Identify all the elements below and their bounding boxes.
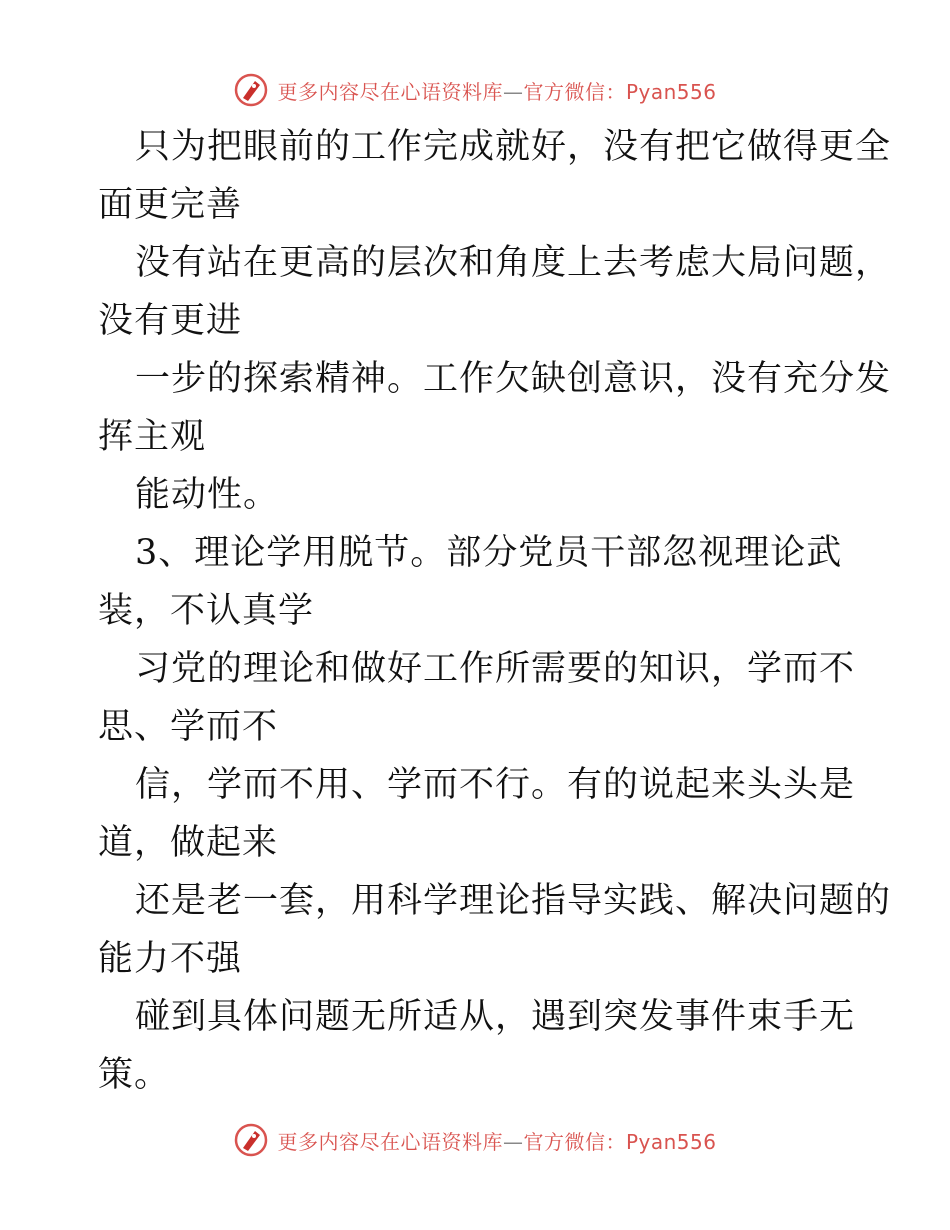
header-contact-text: 官方微信：Pyan556 (523, 79, 717, 104)
document-body (98, 118, 892, 1104)
text-line: 一步的探索精神。工作欠缺创意识，没有充分发 (135, 359, 892, 399)
text-line: 还是老一套，用科学理论指导实践、解决问题的 (135, 881, 892, 921)
text-line: 没有站在更高的层次和角度上去考虑大局问题， (135, 243, 892, 283)
footer-banner-text (277, 1126, 716, 1155)
text-line: 能力不强 (98, 939, 243, 979)
text-line: 道，做起来 (98, 823, 279, 863)
header-watermark (0, 70, 950, 110)
footer-watermark (0, 1120, 950, 1160)
text-line: 信，学而不用、学而不行。有的说起来头头是 (135, 765, 856, 805)
footer-main-text: 更多内容尽在心语资料库 (277, 1129, 503, 1154)
text-line: 策。 (98, 1055, 171, 1095)
text-line: 3、理论学用脱节。部分党员干部忽视理论武 (135, 533, 843, 573)
pen-nib-logo-icon (233, 72, 269, 108)
pen-nib-logo-icon (233, 1122, 269, 1158)
header-separator: — (502, 79, 524, 104)
text-line: 思、学而不 (98, 707, 279, 747)
header-banner-text (277, 76, 716, 105)
text-line: 面更完善 (98, 185, 243, 225)
text-line: 挥主观 (98, 417, 207, 457)
text-line: 能动性。 (135, 475, 280, 515)
text-line: 习党的理论和做好工作所需要的知识，学而不 (135, 649, 856, 689)
text-line: 只为把眼前的工作完成就好，没有把它做得更全 (135, 127, 892, 167)
text-line: 装，不认真学 (98, 591, 315, 631)
text-line: 没有更进 (98, 301, 243, 341)
header-main-text: 更多内容尽在心语资料库 (277, 79, 503, 104)
text-line: 碰到具体问题无所适从，遇到突发事件束手无 (135, 997, 856, 1037)
footer-contact-text: 官方微信：Pyan556 (523, 1129, 717, 1154)
footer-separator: — (502, 1129, 524, 1154)
